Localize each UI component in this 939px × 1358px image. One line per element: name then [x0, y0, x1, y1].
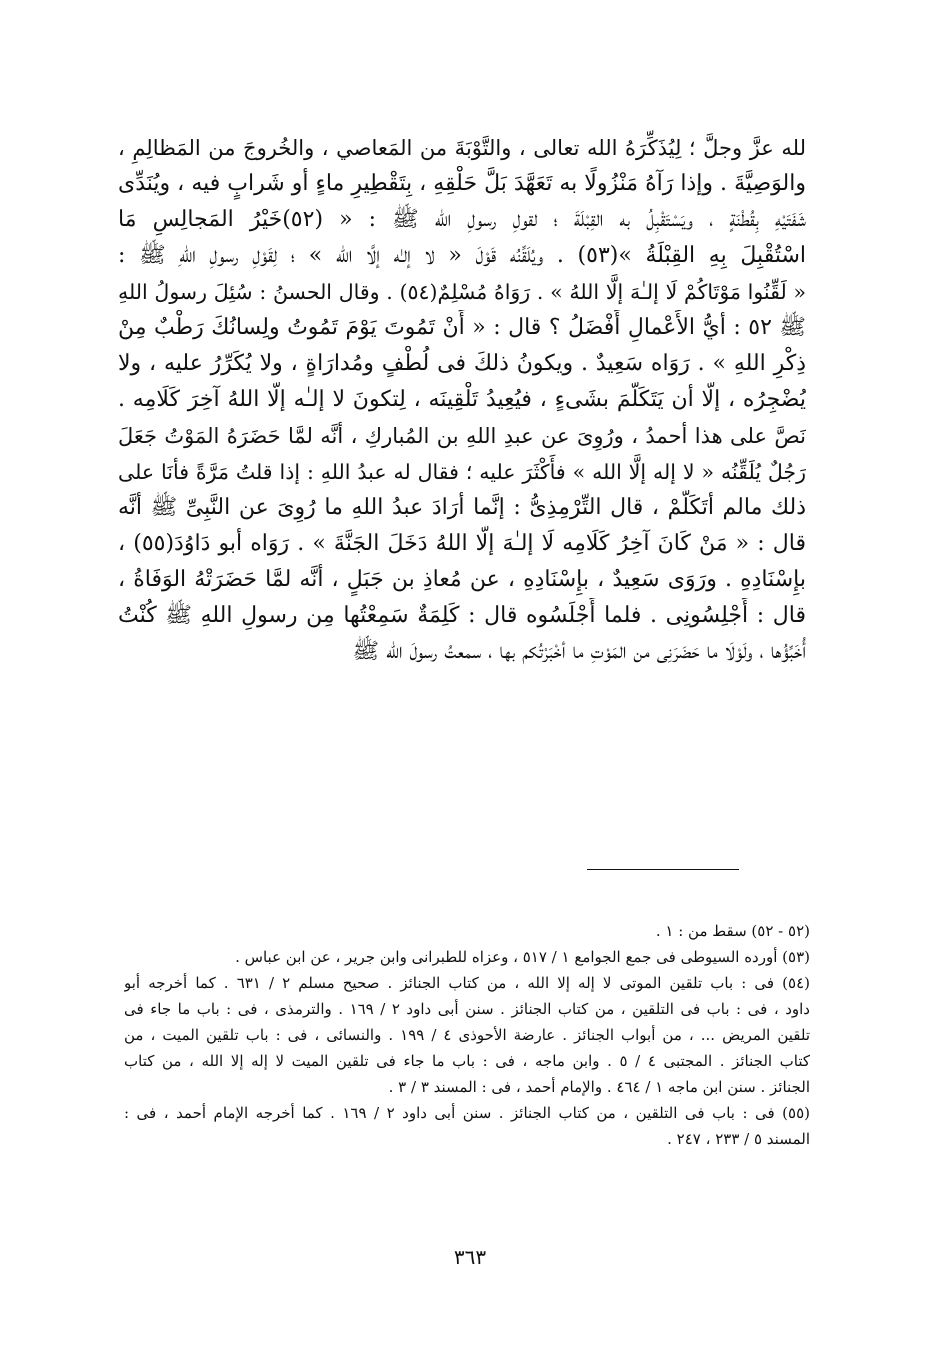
- main-text-line: يُضْجِرُه ، إلَّا أن يَتَكَلَّمَ بشَىءٍ ، فيُعِيدُ تَلْقِينَه ، لِتكونَ لا إلـٰه إلَّا اللهُ آخِرَ كَلَامِه .: [118, 387, 806, 412]
- footnote-separator: [587, 869, 739, 870]
- main-text-line: والوَصِيَّةَ . وإذا رَآهُ مَنْزُولًا به تَعَهَّدَ بَلَّ حَلْقِهِ ، بِتَقْطِيرِ ماءٍ أو شَرابٍ فيه ، ويُنَدِّى: [118, 171, 806, 196]
- main-text-line: ذلك مالم أتَكَلَّمْ ، قال التِّرْمِذِىُّ : إنَّما أرَادَ عبدُ اللهِ ما رُوِىَ عن النَّبِىِّ ﷺ أنَّه: [118, 495, 806, 520]
- main-text-line: اسْتُقْبِلَ بِهِ القِبْلَةُ »(٥٣) . ويُلَقِّنُه قَوْلَ « لا إلـٰه إلَّا الله » ؛ لِقَوْلِ رسولِ اللهِ ﷺ :: [118, 243, 806, 268]
- footnote-line: (٥٤) فى : باب تلقين الموتى لا إله إلا الله ، من كتاب الجنائز . صحيح مسلم ٢ / ٦٣١ . كما أخرجه أبو: [124, 974, 810, 992]
- main-text-line: « لَقِّنُوا مَوْتَاكُمْ لَا إلـٰهَ إلَّا اللهُ » . رَوَاهُ مُسْلِمٌ(٥٤) . وقال الحسنُ : سُئِلَ رسولُ اللهِ: [118, 280, 806, 304]
- footnote-line: تلقين المريض ... ، من أبواب الجنائز . عارضة الأحوذى ٤ / ١٩٩ . والنسائى ، فى : باب تلقين الميت ، من: [124, 1026, 810, 1044]
- footnote-line: المسند ٥ / ٢٣٣ ، ٢٤٧ .: [667, 1130, 810, 1148]
- page-number: ٣٦٣: [453, 1245, 487, 1269]
- main-text-line: ذِكْرِ اللهِ » . رَوَاه سَعِيدٌ . ويكونُ ذلكَ فى لُطْفٍ ومُدارَاةٍ ، ولا يُكَرِّرُ عليه ، ولا: [118, 351, 806, 376]
- main-text-line: بإِسْنَادِهِ . ورَوَى سَعِيدٌ ، بإِسْنَادِهِ ، عن مُعاذِ بن جَبَلٍ ، أنَّه لمَّا حَضَرَتْهُ الوَفَاةُ ،: [118, 567, 806, 592]
- footnote-line: الجنائز . سنن ابن ماجه ١ / ٤٦٤ . والإمام أحمد ، فى : المسند ٣ / ٣ .: [388, 1078, 810, 1096]
- footnote-line: (٥٥) فى : باب فى التلقين ، من كتاب الجنائز . سنن أبى داود ٢ / ١٦٩ . كما أخرجه الإمام أحمد ، فى :: [124, 1104, 810, 1122]
- main-text-line: لله عزَّ وجلَّ ؛ لِيُذَكِّرَهُ الله تعالى ، والتَّوْبَةَ من المَعاصي ، والخُروجَ من المَظالِمِ ،: [118, 136, 806, 160]
- footnote-line: (٥٢ - ٥٢) سقط من : ١ .: [655, 922, 810, 940]
- main-text-line: نَصَّ على هذا أحمدُ ، ورُوِىَ عن عبدِ اللهِ بن المُباركِ ، أنَّه لمَّا حَضَرَهُ المَوْتُ جَعَلَ: [118, 424, 806, 448]
- main-text-line: قال : أَجْلِسُونِى . فلما أَجْلَسُوه قال : كَلِمَةٌ سَمِعْتُها مِن رسولِ اللهِ ﷺ كُنْتُ: [118, 603, 806, 628]
- main-text-line: قال : « مَنْ كَانَ آخِرُ كَلَامِه لَا إلـٰهَ إلَّا اللهُ دَخَلَ الجَنَّةَ » . رَوَاه أبو دَاوُدَ(٥٥) ،: [118, 531, 806, 556]
- main-text-line: شَفَتَيْهِ بِقُطْنَةٍ ، ويَسْتَقْبِلُ به القِبْلَةَ ؛ لقولِ رسولِ الله ﷺ : « (٥٢)خَيْرُ المَجالِسِ مَا: [118, 207, 806, 232]
- main-text-block: [118, 130, 806, 670]
- main-text-line: رَجُلٌ يُلَقِّنُه « لا إله إلَّا الله » فأَكْثَرَ عليه ؛ فقال له عبدُ اللهِ : إذا قلتُ مَرَّةً فأنَا على: [118, 460, 806, 484]
- footnote-line: كتاب الجنائز . المجتبى ٤ / ٥ . وابن ماجه ، فى : باب ما جاء فى تلقين الميت لا إله إلا الله ، من كتاب: [124, 1052, 810, 1070]
- footnotes-block: [124, 918, 810, 1152]
- footnote-line: داود ، فى : باب فى التلقين ، من كتاب الجنائز . سنن أبى داود ٢ / ١٦٩ . والترمذى ، فى : باب ما جاء فى: [124, 1000, 810, 1018]
- footnote-line: (٥٣) أورده السيوطى فى جمع الجوامع ١ / ٥١٧ ، وعزاه للطبرانى وابن جرير ، عن ابن عباس .: [235, 948, 810, 966]
- main-text-line: ﷺ ٥٢ : أيُّ الأَعْمالِ أَفْضَلُ ؟ قال : « أَنْ تَمُوتَ يَوْمَ تَمُوتُ ولِسانُكَ رَطْبٌ مِنْ: [118, 315, 806, 340]
- main-text-line: أُخَبِّؤُها ، ولَوْلَا ما حَضَرَنِى من المَوْتِ ما أخْبَرْتُكم بها ، سمعتُ رسولَ الله ﷺ: [352, 639, 806, 664]
